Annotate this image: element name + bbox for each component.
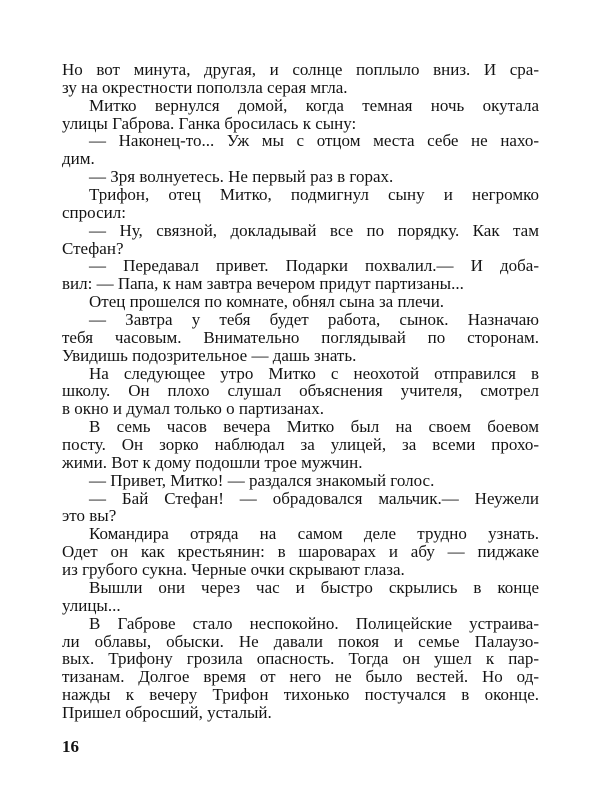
text-line: — Зря волнуетесь. Не первый раз в горах. <box>89 167 394 187</box>
text-line: — Ну, связной, докладывай все по порядку. Как там <box>89 220 539 240</box>
text-line: Но вот минута, другая, и солнце поплыло вниз. И сра- <box>62 60 539 79</box>
text-line: улицы Габрова. Ганка бросилась к сыну: <box>62 113 357 133</box>
text-line: Командира отряда на самом деле трудно узнать. <box>89 524 539 544</box>
text-line: Стефан? <box>62 238 124 258</box>
text-line: — Бай Стефан! — обрадовался мальчик.— Неужели <box>89 488 539 508</box>
text-line: спросил: <box>62 202 126 222</box>
text-line: это вы? <box>62 506 117 526</box>
text-line: Трифон, отец Митко, подмигнул сыну и негромко <box>89 185 539 205</box>
body-text <box>62 61 539 722</box>
text-line: тизанам. Долгое время от него не было вестей. Но од- <box>62 667 539 687</box>
text-line: В Габрове стало неспокойно. Полицейские устраива- <box>89 613 539 633</box>
text-line: дим. <box>62 149 95 169</box>
text-line: Митко вернулся домой, когда темная ночь окутала <box>89 95 539 115</box>
text-line: — Передавал привет. Подарки похвалил.— И доба- <box>89 256 539 276</box>
text-line: школу. Он плохо слушал объяснения учителя, смотрел <box>62 381 539 401</box>
text-line: вил: — Папа, к нам завтра вечером придут партизаны... <box>62 274 464 294</box>
text-line: — Привет, Митко! — раздался знакомый голос. <box>89 470 435 490</box>
text-line: Вышли они через час и быстро скрылись в конце <box>89 577 539 597</box>
text-line: Увидишь подозрительное — дашь знать. <box>62 345 357 365</box>
text-line: зу на окрестности поползла серая мгла. <box>62 77 348 97</box>
text-line: улицы... <box>62 595 121 615</box>
text-line: тебя часовым. Внимательно поглядывай по сторонам. <box>62 327 539 347</box>
text-line: жими. Вот к дому подошли трое мужчин. <box>62 452 363 472</box>
text-line: ли облавы, обыски. Не давали покоя и семье Палаузо- <box>62 631 539 651</box>
text-line: из грубого сукна. Черные очки скрывают глаза. <box>62 560 405 580</box>
text-line: Отец прошелся по комнате, обнял сына за плечи. <box>89 292 445 312</box>
text-line: в окно и думал только о партизанах. <box>62 399 324 419</box>
text-line: — Завтра у тебя будет работа, сынок. Назначаю <box>89 310 539 330</box>
text-line: На следующее утро Митко с неохотой отправился в <box>89 363 539 383</box>
text-line: — Наконец-то... Уж мы с отцом места себе не нахо- <box>89 131 539 151</box>
text-line: вых. Трифону грозила опасность. Тогда он ушел к пар- <box>62 649 539 669</box>
text-line: Пришел обросший, усталый. <box>62 702 272 722</box>
page-number: 16 <box>62 737 79 756</box>
text-line: нажды к вечеру Трифон тихонько постучался в оконце. <box>62 685 539 705</box>
text-line: Одет он как крестьянин: в шароварах и абу — пиджаке <box>62 542 539 562</box>
text-line: посту. Он зорко наблюдал за улицей, за всеми прохо- <box>62 435 539 455</box>
text-line: В семь часов вечера Митко был на своем боевом <box>89 417 539 437</box>
